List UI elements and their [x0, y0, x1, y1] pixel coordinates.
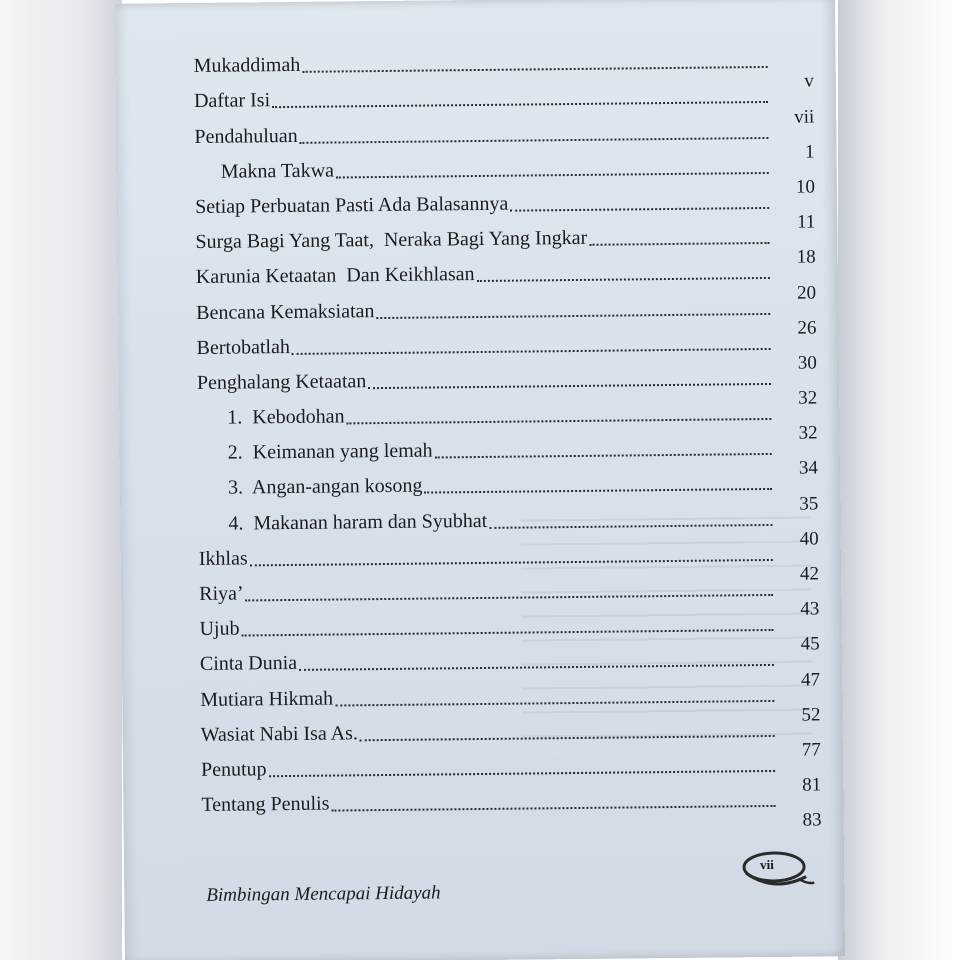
toc-entry-title: Penghalang Ketaatan	[196, 370, 367, 394]
toc-entry-page-number: 1	[804, 141, 815, 163]
toc-entry-title: Wasiat Nabi Isa As.	[200, 722, 359, 746]
toc-entry-title: Mutiara Hikmah	[200, 687, 334, 711]
toc-spacer	[202, 848, 782, 854]
dot-leader	[242, 628, 774, 637]
toc-trailing-row	[202, 809, 822, 855]
toc-entry-title: 3. Angan-angan kosong	[227, 475, 423, 500]
toc-entry-title: 1. Kebodohan	[227, 405, 345, 429]
dot-leader	[360, 734, 775, 741]
toc-entry-page-number: 18	[796, 246, 816, 268]
toc-entry-title: Makna Takwa	[220, 159, 335, 183]
dot-leader	[299, 663, 774, 671]
dot-leader	[331, 804, 775, 812]
toc-entry-title: Setiap Perbuatan Pasti Ada Balasannya	[195, 192, 509, 218]
dot-leader	[510, 206, 769, 212]
toc-entry-title: 2. Keimanan yang lemah	[227, 439, 433, 464]
dot-leader	[347, 417, 772, 424]
page-number-ornament-icon	[736, 843, 817, 894]
toc-entry-page-number: 77	[801, 739, 821, 761]
dot-leader	[246, 593, 774, 602]
dot-leader	[589, 241, 769, 246]
dot-leader	[377, 311, 771, 318]
toc-entry-page-number: 40	[799, 528, 819, 550]
toc-entry-page-number: 20	[796, 281, 817, 304]
background-right	[838, 0, 960, 960]
toc-entry-title: Bencana Kemaksiatan	[196, 299, 375, 324]
toc-entry-title: Karunia Ketaatan Dan Keikhlasan	[195, 263, 475, 289]
dot-leader	[269, 769, 775, 777]
dot-leader	[368, 382, 771, 389]
toc-entry-title: Bertobatlah	[196, 335, 291, 359]
dot-leader	[425, 487, 773, 494]
book-page	[115, 0, 845, 960]
toc-entry-page-number: 30	[797, 352, 817, 374]
toc-entry-title: Ujub	[199, 617, 240, 641]
toc-entry-page-number: 26	[797, 317, 817, 339]
dot-leader	[250, 558, 773, 566]
toc-entry-page-number: 32	[798, 387, 818, 409]
table-of-contents	[193, 38, 821, 854]
toc-entry-title: Daftar Isi	[193, 89, 271, 113]
dot-leader	[335, 698, 774, 706]
dot-leader	[477, 276, 770, 282]
toc-entry-title: Tentang Penulis	[201, 792, 330, 817]
dot-leader	[435, 452, 772, 459]
toc-entry-page-number: 43	[800, 598, 820, 620]
toc-entry-page-number: 35	[799, 493, 819, 515]
toc-entry-page-number: 47	[800, 669, 821, 691]
dot-leader	[336, 171, 769, 179]
dot-leader	[272, 100, 768, 108]
toc-entry-title: Riya’	[199, 582, 244, 605]
dot-leader	[300, 136, 769, 144]
toc-entry-title: 4. Makanan haram dan Syubhat	[228, 509, 488, 535]
background-left	[0, 0, 122, 960]
toc-entry-title: Penutup	[200, 758, 267, 781]
toc-entry-page-number: 42	[799, 563, 820, 585]
dot-leader	[489, 523, 772, 529]
dot-leader	[302, 65, 767, 73]
page-number: vii	[759, 856, 774, 873]
toc-entry-page-number: 34	[798, 457, 819, 480]
toc-entry-page-number: 32	[798, 422, 818, 444]
toc-entry-page-number: 11	[796, 211, 816, 233]
toc-entry-title: Mukaddimah	[193, 54, 301, 78]
toc-entry-page-number: v	[804, 70, 814, 92]
toc-entry-title: Pendahuluan	[194, 124, 298, 148]
toc-entry-title: Cinta Dunia	[199, 652, 298, 676]
toc-entry-page-number: vii	[794, 106, 815, 128]
dot-leader	[292, 347, 771, 355]
toc-entry-page-number: 52	[801, 704, 821, 726]
toc-trailing-page-number: 83	[802, 809, 822, 831]
toc-entry-page-number: 81	[802, 774, 822, 796]
toc-entry-title: Surga Bagi Yang Taat, Neraka Bagi Yang Ingkar	[195, 226, 588, 254]
running-footer-title: Bimbingan Mencapai Hidayah	[206, 882, 441, 906]
toc-entry-page-number: 10	[795, 176, 816, 198]
toc-entry-title: Ikhlas	[198, 547, 248, 570]
toc-entry-page-number: 45	[800, 633, 820, 656]
